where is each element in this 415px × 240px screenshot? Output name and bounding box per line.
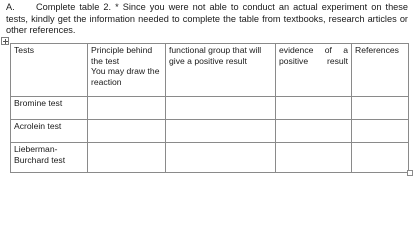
- cell-functional-group[interactable]: [166, 120, 276, 143]
- test-name-bromine: Bromine test: [14, 98, 63, 108]
- header-references[interactable]: [352, 44, 409, 97]
- header-tests[interactable]: [11, 44, 88, 97]
- cell-principle[interactable]: [88, 143, 166, 173]
- cell-principle[interactable]: [88, 97, 166, 120]
- header-principle[interactable]: [88, 44, 166, 97]
- cell-test-name[interactable]: [11, 97, 88, 120]
- table-row: [11, 143, 409, 173]
- cell-test-name[interactable]: [11, 120, 88, 143]
- header-functional-group-label: functional group that will give a positive result: [169, 45, 262, 66]
- tests-table: [10, 43, 409, 173]
- cell-functional-group[interactable]: [166, 143, 276, 173]
- cell-functional-group[interactable]: [166, 97, 276, 120]
- cell-references[interactable]: [352, 143, 409, 173]
- cell-references[interactable]: [352, 97, 409, 120]
- cell-principle[interactable]: [88, 120, 166, 143]
- header-evidence-label: evidence of a positive result: [279, 45, 348, 66]
- header-evidence[interactable]: [276, 44, 352, 97]
- table-row: [11, 120, 409, 143]
- header-tests-label: Tests: [14, 45, 35, 55]
- header-principle-label: Principle behind the test: [91, 45, 153, 66]
- instruction-label: A.: [6, 2, 15, 12]
- cell-test-name[interactable]: [11, 143, 88, 173]
- table-header-row: [11, 44, 409, 97]
- table-move-handle-icon[interactable]: [1, 37, 9, 45]
- table-resize-handle-icon[interactable]: [407, 170, 413, 176]
- test-name-lieberman-burchard: Lieberman-Burchard test: [14, 144, 66, 165]
- test-name-acrolein: Acrolein test: [14, 121, 62, 131]
- instruction-paragraph: [6, 2, 408, 37]
- header-references-label: References: [355, 45, 399, 55]
- table-row: [11, 97, 409, 120]
- header-principle-hint: You may draw the reaction: [91, 66, 160, 87]
- cell-evidence[interactable]: [276, 143, 352, 173]
- cell-evidence[interactable]: [276, 97, 352, 120]
- cell-references[interactable]: [352, 120, 409, 143]
- instruction-text: Complete table 2. * Since you were not able to conduct an actual experiment on these tests, kindly get the information needed to complete the table from textbooks, research articles or other references.: [6, 2, 408, 36]
- header-functional-group[interactable]: [166, 44, 276, 97]
- cell-evidence[interactable]: [276, 120, 352, 143]
